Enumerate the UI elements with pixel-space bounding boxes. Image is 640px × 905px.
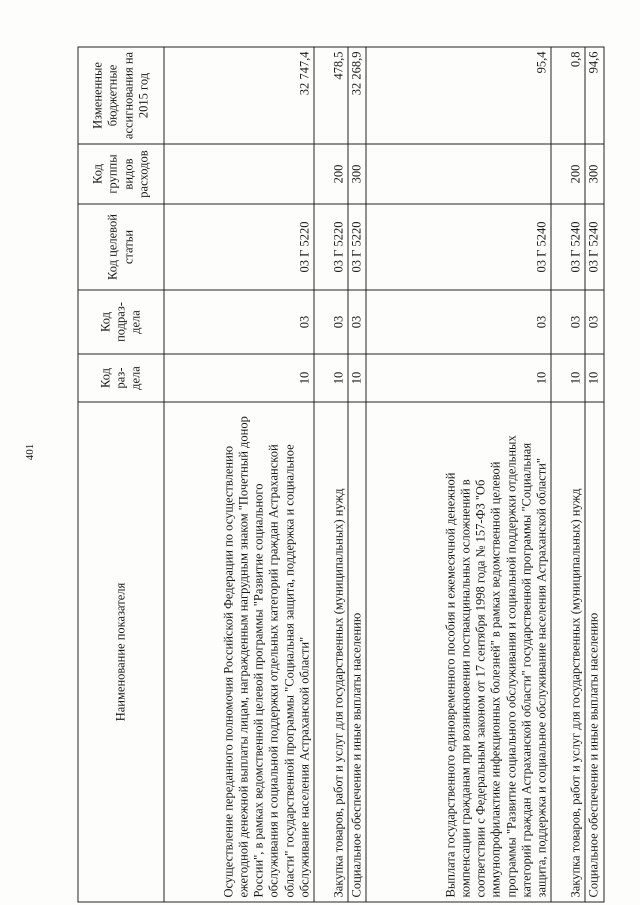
row-amount: 94,6 (585, 47, 603, 144)
row-target: 03 Г 5240 (585, 204, 603, 290)
page-number: 401 (24, 443, 36, 461)
row-name: Выплата государственного единовременного пособия и ежемесячной денежной компенсации гражданам при возникновении поствакцинальных осложнений в соответствии с Федеральным законом от 17 сентября 1998 года № 157-ФЗ "Об иммунопрофилактике инфекционных болезней" в рамках ведомственной целевой программы "Развитие социального обслуживания и социальной поддержки отдельных категорий граждан Астраханской области" государственной программы "Социальная защита, поддержка и социальное обслуживание населения Астраханской области" (366, 402, 551, 902)
row-subsection: 03 (314, 290, 348, 354)
row-section: 10 (551, 354, 585, 402)
row-amount: 32 747,4 (164, 47, 314, 144)
header-name: Наименование показателя (78, 402, 164, 902)
row-group (164, 144, 314, 204)
row-amount: 32 268,9 (348, 47, 366, 144)
budget-table (78, 47, 605, 903)
row-group: 300 (348, 144, 366, 204)
table-row (551, 47, 585, 902)
row-section: 10 (164, 354, 314, 402)
header-expense-group-code: Код группы видов расходов (78, 144, 164, 204)
row-name: Социальное обеспечение и иные выплаты населению (585, 402, 603, 902)
table-row (366, 47, 551, 902)
table-row (585, 47, 603, 902)
row-name: Закупка товаров, работ и услуг для государственных (муниципальных) нужд (551, 402, 585, 902)
table-row (314, 47, 348, 902)
row-section: 10 (348, 354, 366, 402)
row-section: 10 (314, 354, 348, 402)
row-amount: 0,8 (551, 47, 585, 144)
row-name: Социальное обеспечение и иные выплаты населению (348, 402, 366, 902)
row-subsection: 03 (366, 290, 551, 354)
row-group: 200 (314, 144, 348, 204)
row-target: 03 Г 5220 (314, 204, 348, 290)
row-group: 300 (585, 144, 603, 204)
row-target: 03 Г 5220 (348, 204, 366, 290)
row-group: 200 (551, 144, 585, 204)
row-subsection: 03 (551, 290, 585, 354)
row-name: Закупка товаров, работ и услуг для государственных (муниципальных) нужд (314, 402, 348, 902)
table-row (348, 47, 366, 902)
row-target: 03 Г 5220 (164, 204, 314, 290)
row-target: 03 Г 5240 (551, 204, 585, 290)
header-subsection-code: Код подраз-дела (78, 290, 164, 354)
row-group (366, 144, 551, 204)
row-section: 10 (366, 354, 551, 402)
row-name: Осуществление переданного полномочия Российской Федерации по осуществлению ежегодной денежной выплаты лицам, награжденным нагрудным знаком "Почетный донор России", в рамках ведомственной целевой программы "Развитие социального обслуживания и социальной поддержки отдельных категорий граждан Астраханской области" государственной программы "Социальная защита, поддержка и социальное обслуживание населения Астраханской области" (164, 402, 314, 902)
row-subsection: 03 (164, 290, 314, 354)
budget-table-container (78, 48, 601, 903)
header-amount: Измененные бюджетные ассигнования на 2015 год (78, 47, 164, 144)
table-header-row (78, 47, 164, 902)
row-subsection: 03 (348, 290, 366, 354)
row-subsection: 03 (585, 290, 603, 354)
row-amount: 95,4 (366, 47, 551, 144)
header-section-code: Код раз-дела (78, 354, 164, 402)
row-section: 10 (585, 354, 603, 402)
row-amount: 478,5 (314, 47, 348, 144)
header-target-code: Код целевой статьи (78, 204, 164, 290)
row-target: 03 Г 5240 (366, 204, 551, 290)
table-row (164, 47, 314, 902)
